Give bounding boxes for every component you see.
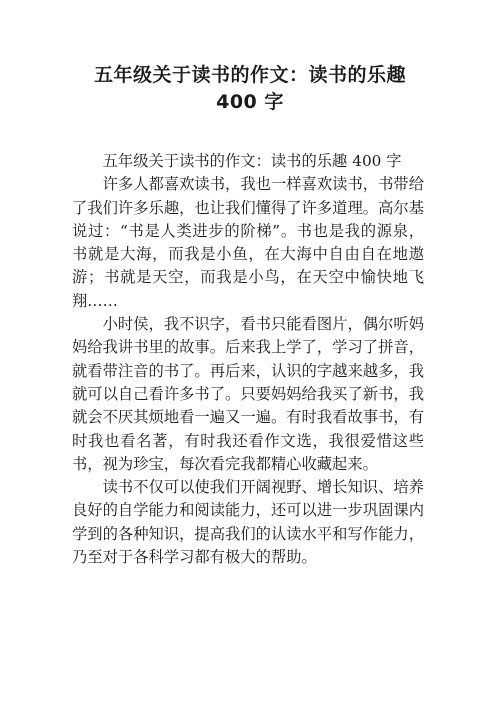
paragraph: 许多人都喜欢读书，我也一样喜欢读书，书带给了我们许多乐趣，也让我们懂得了许多道理。高尔基说过：“书是人类进步的阶梯”。书也是我的源泉，书就是大海，而我是小鱼，在大海中自由自在地遨游；书就是天空，而我是小鸟，在天空中愉快地飞翔…… [72,175,424,310]
document-title-line-2: 400 字 [216,91,284,113]
document-title [60,62,440,116]
paragraph-subtitle: 五年级关于读书的作文：读书的乐趣 400 字 [102,152,402,170]
paragraph: 小时侯，我不识字，看书只能看图片，偶尔听妈妈给我讲书里的故事。后来我上学了，学习了拼音，就看带注音的书了。再后来，认识的字越来越多，我就可以自己看许多书了。只要妈妈给我买了新书，我就会不厌其烦地看一遍又一遍。有时我看故事书，有时我也看名著，有时我还看作文选，我很爱惜这些书，视为珍宝，每次看完我都精心收藏起来。 [72,315,424,473]
document-body [72,150,424,569]
document-title-line-1: 五年级关于读书的作文：读书的乐趣 [93,64,406,86]
paragraph: 读书不仅可以使我们开阔视野、增长知识、培养良好的自学能力和阅读能力，还可以进一步巩固课内学到的各种知识，提高我们的认读水平和写作能力，乃至对于各科学习都有极大的帮助。 [72,478,424,567]
